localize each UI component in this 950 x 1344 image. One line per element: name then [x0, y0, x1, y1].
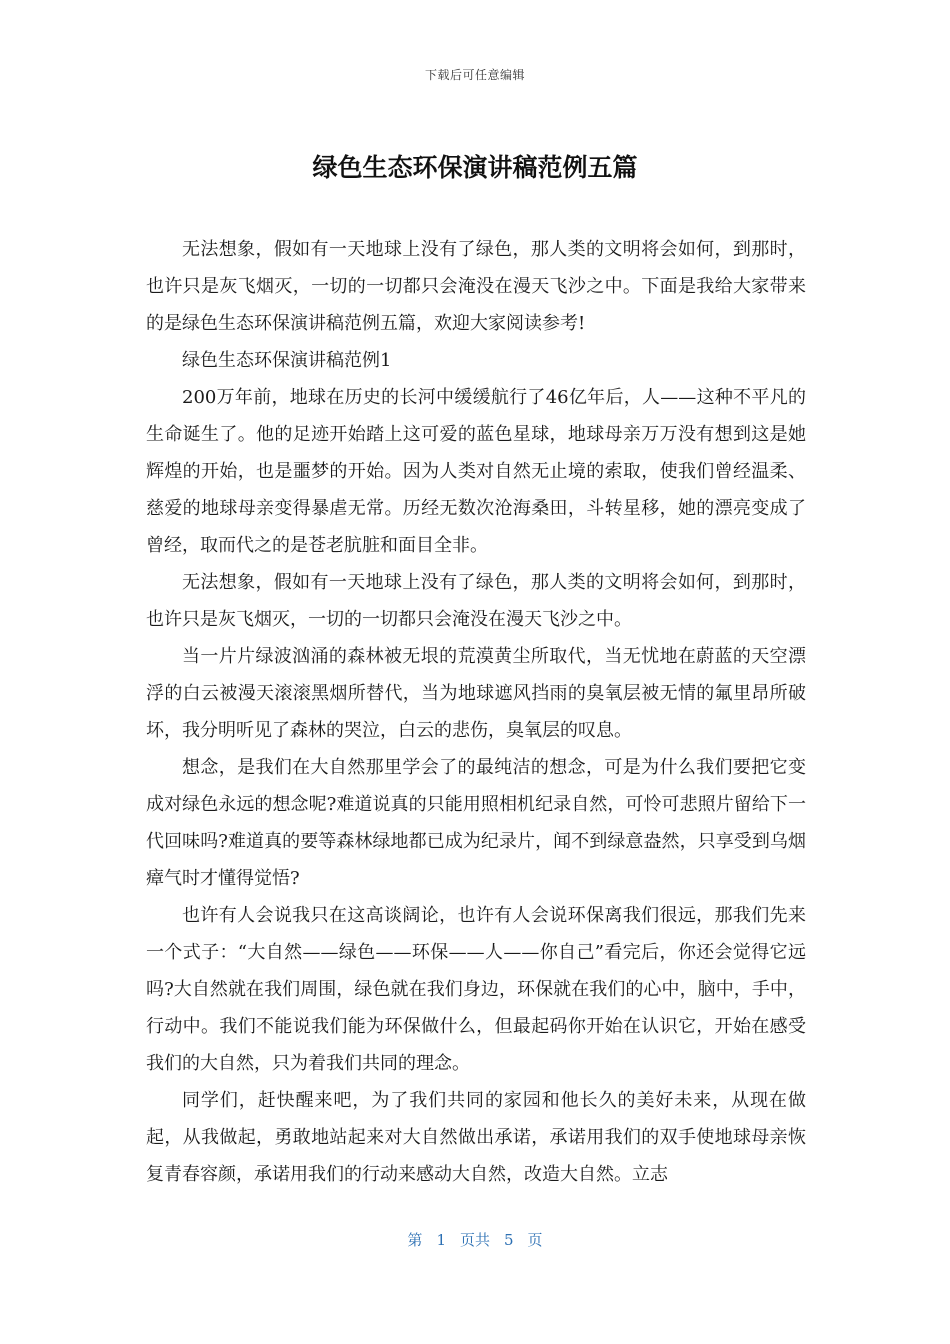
body-paragraph: 无法想象，假如有一天地球上没有了绿色，那人类的文明将会如何，到那时，也许只是灰飞烟灭，一切的一切都只会淹没在漫天飞沙之中。	[146, 572, 806, 630]
page-footer	[0, 1229, 950, 1250]
footer-suffix: 页	[527, 1231, 543, 1249]
section-heading: 绿色生态环保演讲稿范例1	[182, 350, 392, 371]
footer-total-pages: 5	[504, 1231, 514, 1249]
footer-middle: 页共	[459, 1231, 490, 1249]
intro-paragraph: 无法想象，假如有一天地球上没有了绿色，那人类的文明将会如何，到那时，也许只是灰飞烟灭，一切的一切都只会淹没在漫天飞沙之中。下面是我给大家带来的是绿色生态环保演讲稿范例五篇，欢迎大家阅读参考!	[146, 239, 806, 334]
body-paragraph: 当一片片绿波汹涌的森林被无垠的荒漠黄尘所取代，当无忧地在蔚蓝的天空漂浮的白云被漫天滚滚黑烟所替代，当为地球遮风挡雨的臭氧层被无情的氟里昂所破坏，我分明听见了森林的哭泣，白云的悲伤，臭氧层的叹息。	[146, 646, 806, 741]
body-paragraph: 也许有人会说我只在这高谈阔论，也许有人会说环保离我们很远，那我们先来一个式子：“大自然——绿色——环保——人——你自己”看完后，你还会觉得它远吗?大自然就在我们周围，绿色就在我们身边，环保就在我们的心中，脑中，手中，行动中。我们不能说我们能为环保做什么，但最起码你开始在认识它，开始在感受我们的大自然，只为着我们共同的理念。	[146, 905, 806, 1074]
body-paragraph: 同学们，赶快醒来吧，为了我们共同的家园和他长久的美好未来，从现在做起，从我做起，勇敢地站起来对大自然做出承诺，承诺用我们的双手使地球母亲恢复青春容颜，承诺用我们的行动来感动大自然，改造大自然。立志	[146, 1090, 806, 1185]
body-paragraph: 200万年前，地球在历史的长河中缓缓航行了46亿年后，人——这种不平凡的生命诞生了。他的足迹开始踏上这可爱的蓝色星球，地球母亲万万没有想到这是她辉煌的开始，也是噩梦的开始。因为人类对自然无止境的索取，使我们曾经温柔、慈爱的地球母亲变得暴虐无常。历经无数次沧海桑田，斗转星移，她的漂亮变成了曾经，取而代之的是苍老肮脏和面目全非。	[146, 387, 806, 556]
body-paragraph: 想念，是我们在大自然那里学会了的最纯洁的想念，可是为什么我们要把它变成对绿色永远的想念呢?难道说真的只能用照相机纪录自然，可怜可悲照片留给下一代回味吗?难道真的要等森林绿地都已成为纪录片，闻不到绿意盎然，只享受到乌烟瘴气时才懂得觉悟?	[146, 757, 806, 889]
footer-prefix: 第	[407, 1231, 423, 1249]
footer-page-number: 1	[436, 1231, 446, 1249]
document-body	[146, 231, 806, 1193]
header-note: 下载后可任意编辑	[424, 68, 525, 82]
document-title: 绿色生态环保演讲稿范例五篇	[312, 153, 638, 182]
